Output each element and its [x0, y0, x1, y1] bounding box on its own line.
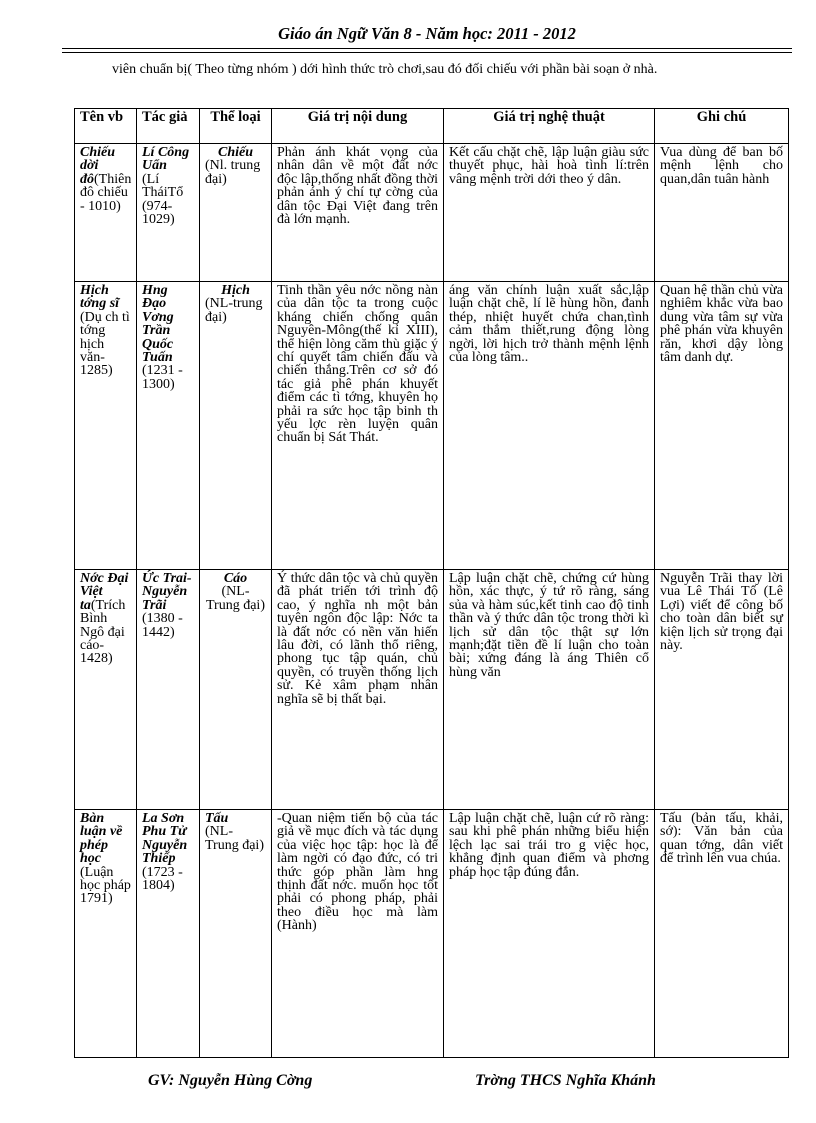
- author-name: Ức Trai-Nguyễn Trãi: [142, 571, 192, 613]
- genre-note: (Nl. trung đại): [205, 158, 261, 187]
- cell-author: [137, 144, 200, 282]
- work-title: Chiếu dời đô: [80, 145, 116, 187]
- cell-genre: [200, 810, 272, 1058]
- cell-title: [75, 810, 137, 1058]
- work-title-note: (Dụ ch tì tớng hịch văn-1285): [80, 309, 130, 379]
- genre-name: Hịch: [221, 283, 250, 298]
- summary-table: [74, 108, 789, 1058]
- header-note: Ghi chú: [655, 109, 789, 144]
- cell-note: Vua dùng để ban bố mệnh lệnh cho quan,dân tuân hành: [655, 144, 789, 282]
- work-title-note: (Luận học pháp 1791): [80, 864, 131, 907]
- author-note: (1380 - 1442): [142, 611, 183, 640]
- table-header-row: [75, 109, 789, 144]
- author-name: La Sơn Phu Tử Nguyễn Thiếp: [142, 811, 188, 867]
- author-note: (1231 - 1300): [142, 363, 183, 392]
- author-note: (1723 - 1804): [142, 864, 183, 894]
- genre-note: (NL-trung đại): [205, 296, 263, 325]
- header-genre: Thể loại: [200, 109, 272, 144]
- cell-art: áng văn chính luận xuất sắc,lập luận chặt chẽ, lí lẽ hùng hồn, đanh thép, nhiệt huyết chứa chan,tình cảm thắm thiết,rung động lòng ngời, lời hịch trở thành mệnh lệnh của lòng tâm..: [444, 282, 655, 570]
- intro-text: viên chuẩn bị( Theo từng nhóm ) dới hình thức trò chơi,sau đó đối chiếu với phần bài soạn ở nhà.: [112, 62, 658, 77]
- cell-title: [75, 144, 137, 282]
- cell-art: Kết cấu chặt chẽ, lập luận giàu sức thuyết phục, hài hoà tình lí:trên vâng mệnh trời dới theo ý dân.: [444, 144, 655, 282]
- header-rule-bottom: [62, 52, 792, 53]
- work-title-note: (Thiên đô chiếu - 1010): [80, 171, 132, 214]
- cell-genre: [200, 282, 272, 570]
- cell-author: [137, 810, 200, 1058]
- author-name: Hng Đạo Vơng Trần Quốc Tuấn: [142, 283, 174, 366]
- cell-art: Lập luận chặt chẽ, chứng cứ hùng hồn, xác thực, ý tứ rõ ràng, sáng sủa và hàm súc,kết tinh cao độ tinh thần và ý thức dân tộc trong thời kì lịch sử dân tộc thật sự lớn mạnh;đặt tiền đề lí luận cho toàn bài; xứng đáng là áng Thiên cổ hùng văn: [444, 570, 655, 810]
- table-row: [75, 282, 789, 570]
- header-title: Tên vb: [75, 109, 137, 144]
- cell-genre: [200, 144, 272, 282]
- cell-content: Ý thức dân tộc và chủ quyền đã phát triển tới trình độ cao, ý nghĩa nh một bản tuyên ngôn độc lập: Nớc ta là đất nớc có nền văn hiến lâu đời, có lãnh thổ riêng, phong tục tập quán, chủ quyền, có truyền thống lịch sử. Kẻ xâm phạm nhân nghĩa sẽ bị thất bại.: [272, 570, 444, 810]
- genre-name: Cáo: [223, 571, 248, 586]
- work-title: Nớc Đại Việt ta: [80, 571, 129, 613]
- footer-school: Trờng THCS Nghĩa Khánh: [475, 1072, 656, 1089]
- genre-name: Chiếu: [217, 145, 253, 160]
- cell-note: Quan hệ thần chủ vừa nghiêm khắc vừa bao dung vừa tâm sự vừa phê phán vừa khuyên răn, khơi dậy lòng tâm danh dự.: [655, 282, 789, 570]
- cell-content: Tinh thần yêu nớc nồng nàn của dân tộc ta trong cuộc kháng chiến chống quân Nguyên-Mông(thế kỉ XIII), thể hiện lòng căm thù giặc ý chí quyết tâm chiến đấu và chiến thắng.Trên cơ sở đó tác giả phê phán khuyết điểm các tì tớng, khuyên họ phải ra sức học tập binh th yếu lợc rèn luyện quân chuẩn bị Sát Thát.: [272, 282, 444, 570]
- header-rule-top: [62, 48, 792, 49]
- work-title: Hịch tớng sĩ: [80, 283, 120, 312]
- cell-genre: [200, 570, 272, 810]
- genre-note: (NL-Trung đại): [205, 824, 264, 853]
- table-row: [75, 810, 789, 1058]
- work-title-note: (Trích Bình Ngô đại cáo-1428): [80, 597, 126, 667]
- cell-art: Lập luận chặt chẽ, luận cứ rõ ràng: sau khi phê phán những biểu hiện lệch lạc sai trái tro g việc học, khẳng định quan điểm và phơng pháp học tập đúng đắn.: [444, 810, 655, 1058]
- genre-note: (NL-Trung đại): [206, 584, 265, 613]
- cell-note: Nguyễn Trãi thay lời vua Lê Thái Tổ (Lê Lợi) viết để công bố cho toàn dân biết sự kiện lịch sử trọng đại này.: [655, 570, 789, 810]
- header-content: Giá trị nội dung: [272, 109, 444, 144]
- cell-content: -Quan niệm tiến bộ của tác giả về mục đích và tác dụng của việc học tập: học là để làm ngời có đạo đức, có tri thức góp phần làm hng thịnh đất nớc. muốn học tốt phải có phong pháp, phải theo điều học mà làm (Hành): [272, 810, 444, 1058]
- table-row: [75, 570, 789, 810]
- footer-teacher: GV: Nguyễn Hùng Cờng: [148, 1072, 313, 1089]
- cell-note: Tấu (bản tấu, khải, sớ): Văn bản của quan tớng, dân viết để trình lên vua chúa.: [655, 810, 789, 1058]
- cell-author: [137, 570, 200, 810]
- header-art: Giá trị nghệ thuật: [444, 109, 655, 144]
- header-author: Tác giả: [137, 109, 200, 144]
- work-title: Bàn luận về phép học: [80, 811, 123, 867]
- cell-content: Phản ánh khát vọng của nhân dân về một đất nớc độc lập,thống nhất đồng thời phản ánh ý chí tự cờng của dân tộc Đại Việt đang trên đà lớn mạnh.: [272, 144, 444, 282]
- cell-author: [137, 282, 200, 570]
- genre-name: Tấu: [205, 811, 229, 826]
- table-row: [75, 144, 789, 282]
- cell-title: [75, 282, 137, 570]
- author-note: (Lí TháiTổ (974-1029): [142, 171, 184, 228]
- author-name: Lí Công Uẩn: [142, 145, 190, 174]
- page-header: Giáo án Ngữ Văn 8 - Năm học: 2011 - 2012: [278, 24, 576, 43]
- cell-title: [75, 570, 137, 810]
